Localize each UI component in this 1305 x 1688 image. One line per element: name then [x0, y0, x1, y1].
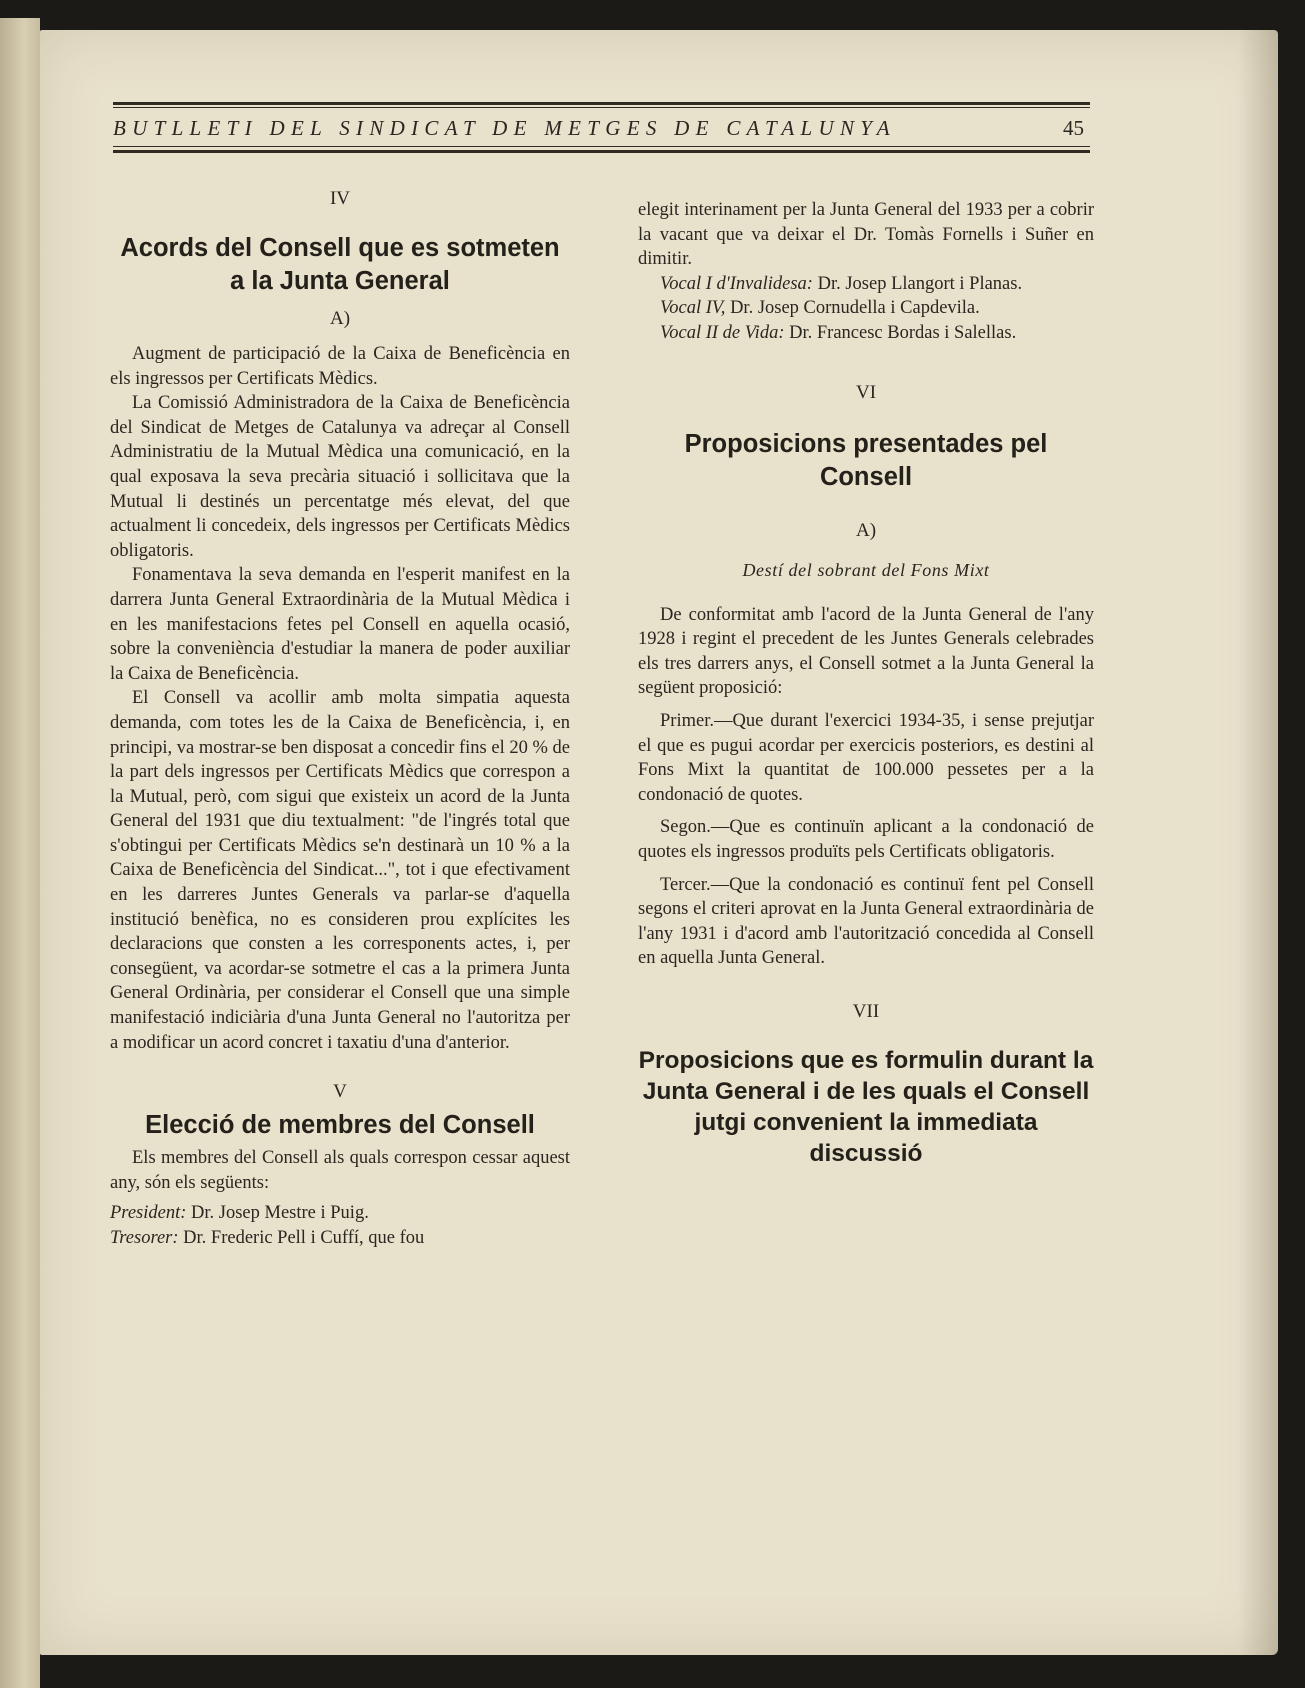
- section-vi-subtitle: Destí del sobrant del Fons Mixt: [742, 559, 990, 580]
- section-v-paragraph: Els membres del Consell als quals correspon cessar aquest any, són els següents:: [110, 1148, 570, 1193]
- vocal-iv-line: [638, 296, 1094, 321]
- section-numeral-vii: VII: [852, 1000, 880, 1022]
- section-v-title: Elecció de membres del Consell: [145, 1111, 535, 1140]
- page-edge-shadow: [1238, 30, 1278, 1655]
- tresorer-label: Tresorer:: [110, 1228, 179, 1248]
- section-iv-paragraph: El Consell va acollir amb molta simpatia aquesta demanda, com totes les de la Caixa de Beneficència, i, en principi, va mostrar-se ben disposat a concedir fins el 20 % de la part dels ingressos per Certificats Mèdics que correspon a la Mutual, però, com sigui que existeix un acord de la Junta General del 1931 que diu textualment: "de l'ingrés total que s'obtingui per Certificats Mèdics se'n destinarà un 10 % a la Caixa de Beneficència del Sindicat...", tot i que efectivament en les darreres Juntes Generals va parlar-se d'aquella institució benèfica, no es consideren prou explícites les declaracions que consten a les corresponents actes, i, per consegüent, va acordar-se sotmetre el cas a la primera Junta General Ordinària, per considerar el Consell que una simple manifestació indiciària d'una Junta General no l'autoritza per a modificar un acord concret i taxatiu d'una d'anterior.: [110, 688, 570, 1053]
- president-label: President:: [110, 1203, 187, 1224]
- vocal-ii-line: [638, 321, 1094, 346]
- section-iv-sub: A): [329, 308, 351, 329]
- section-iv-title: Acords del Consell que es sotmeten a la Junta General: [120, 234, 560, 295]
- running-header: [113, 82, 1090, 162]
- header-rule-bottom: [113, 150, 1090, 153]
- vocal-i-label: Vocal I d'Invalidesa:: [660, 273, 813, 294]
- section-vii-title: Proposicions que es formulin durant la Junta General i de les quals el Consell jutgi convenient la immediata discussió: [638, 1046, 1094, 1167]
- president-text: Dr. Josep Mestre i Puig.: [186, 1203, 369, 1224]
- vocal-iv-text: Dr. Josep Cornudella i Capdevila.: [725, 298, 980, 319]
- section-iv-paragraph: Fonamentava la seva demanda en l'esperit manifest en la darrera Junta General Extraordinària de la Mutual Mèdica i en les manifestacions fetes pel Consell en aquella ocasió, sobre la conveniència d'estudiar la manera de poder auxiliar la Caixa de Beneficència.: [110, 565, 570, 684]
- section-numeral-iv: IV: [329, 188, 351, 209]
- vocal-i-text: Dr. Josep Llangort i Planas.: [812, 273, 1023, 294]
- page-number: 45: [1063, 116, 1084, 140]
- section-vi-title: Proposicions presentades pel Consell: [684, 429, 1048, 491]
- vocal-iv-label: Vocal IV,: [660, 298, 726, 319]
- section-numeral-vi: VI: [855, 381, 877, 403]
- header-rule-top-thin: [113, 107, 1090, 108]
- vocal-i-line: [638, 272, 1094, 297]
- section-vi-paragraph: Segon.—Que es continuïn aplicant a la condonació de quotes els ingressos produïts pels Certificats obligatoris.: [638, 817, 1094, 862]
- running-title: BUTLLETI DEL SINDICAT DE METGES DE CATALUNYA: [113, 116, 896, 140]
- section-vi-paragraph: Tercer.—Que la condonació es continuï fent pel Consell segons el criteri aprovat en la Junta General extraordinària de l'any 1931 i d'acord amb l'autorització concedida al Consell en aquella Junta General.: [638, 874, 1094, 969]
- president-line: [110, 1201, 570, 1226]
- header-rule-top: [113, 102, 1090, 105]
- section-vi-sub: A): [855, 519, 877, 541]
- vocal-ii-label: Vocal II de Vida:: [660, 322, 785, 343]
- section-numeral-v: V: [333, 1081, 347, 1103]
- tresorer-line: [110, 1226, 570, 1251]
- header-rule-bottom-thin: [113, 146, 1090, 147]
- left-column: [110, 170, 570, 1251]
- continued-paragraph: elegit interinament per la Junta General del 1933 per a cobrir la vacant que va deixar el Dr. Tomàs Fornells i Suñer en dimitir.: [638, 200, 1094, 270]
- section-iv-paragraph: Augment de participació de la Caixa de Beneficència en els ingressos per Certificats Mèdics.: [110, 344, 570, 389]
- tresorer-text: Dr. Frederic Pell i Cuffí, que fou: [178, 1228, 425, 1248]
- facing-page-edge: [0, 18, 40, 1688]
- section-vi-paragraph: Primer.—Que durant l'exercici 1934-35, i sense prejutjar el que es pugui acordar per exercicis posteriors, es destini al Fons Mixt la quantitat de 100.000 pessetes per a la condonació de quotes.: [638, 710, 1094, 805]
- section-vi-paragraph: De conformitat amb l'acord de la Junta General de l'any 1928 i regint el precedent de les Juntes Generals celebrades els tres darrers anys, el Consell sotmet a la Junta General la següent proposició:: [638, 604, 1094, 699]
- right-column: [638, 170, 1094, 1169]
- vocal-ii-text: Dr. Francesc Bordas i Salellas.: [784, 322, 1017, 343]
- section-iv-paragraph: La Comissió Administradora de la Caixa de Beneficència del Sindicat de Metges de Catalunya va adreçar al Consell Administratiu de la Mutual Mèdica una comunicació, en la qual exposava la seva precària situació i sollicitava que la Mutual li destinés un percentatge més elevat, del que actualment li concedeix, dels ingressos per Certificats Mèdics obligatoris.: [110, 393, 570, 561]
